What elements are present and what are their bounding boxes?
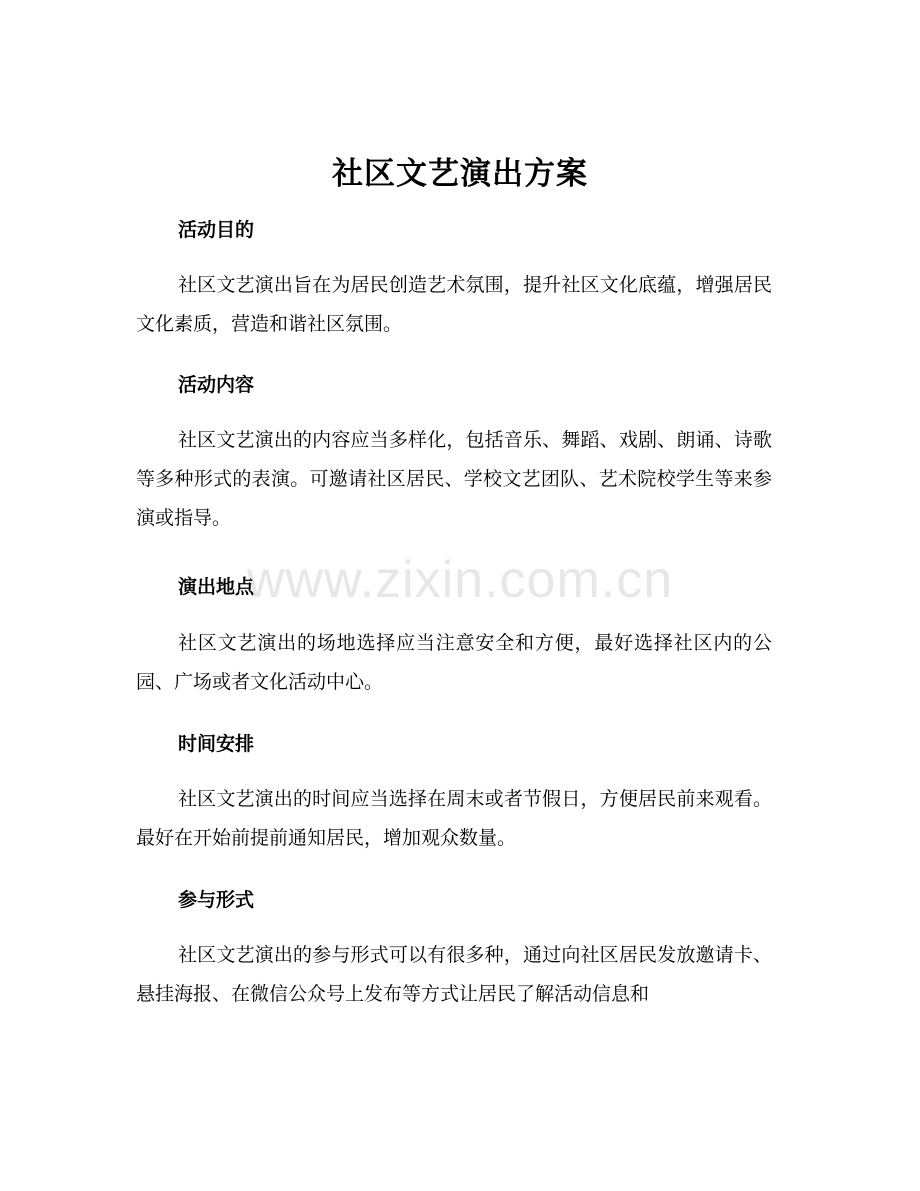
section-text-schedule: 社区文艺演出的时间应当选择在周末或者节假日，方便居民前来观看。最好在开始前提前通知居民，增加观众数量。 [136,788,772,849]
section-heading-schedule: 时间安排 [178,733,255,755]
section-text-participation: 社区文艺演出的参与形式可以有很多种，通过向社区居民发放邀请卡、悬挂海报、在微信公众号上发布等方式让居民了解活动信息和 [136,944,772,1005]
section-heading-purpose: 活动目的 [178,219,255,241]
section-heading-content: 活动内容 [178,374,255,396]
section-heading-venue: 演出地点 [178,576,255,598]
page-title: 社区文艺演出方案 [332,156,588,192]
watermark: www.zixin.com.cn [246,551,674,609]
section-text-content: 社区文艺演出的内容应当多样化，包括音乐、舞蹈、戏剧、朗诵、诗歌等多种形式的表演。可邀请社区居民、学校文艺团队、艺术院校学生等来参演或指导。 [136,429,772,529]
section-heading-participation: 参与形式 [178,889,255,911]
section-text-purpose: 社区文艺演出旨在为居民创造艺术氛围，提升社区文化底蕴，增强居民文化素质，营造和谐社区氛围。 [136,274,772,335]
section-text-venue: 社区文艺演出的场地选择应当注意安全和方便，最好选择社区内的公园、广场或者文化活动中心。 [136,632,772,693]
